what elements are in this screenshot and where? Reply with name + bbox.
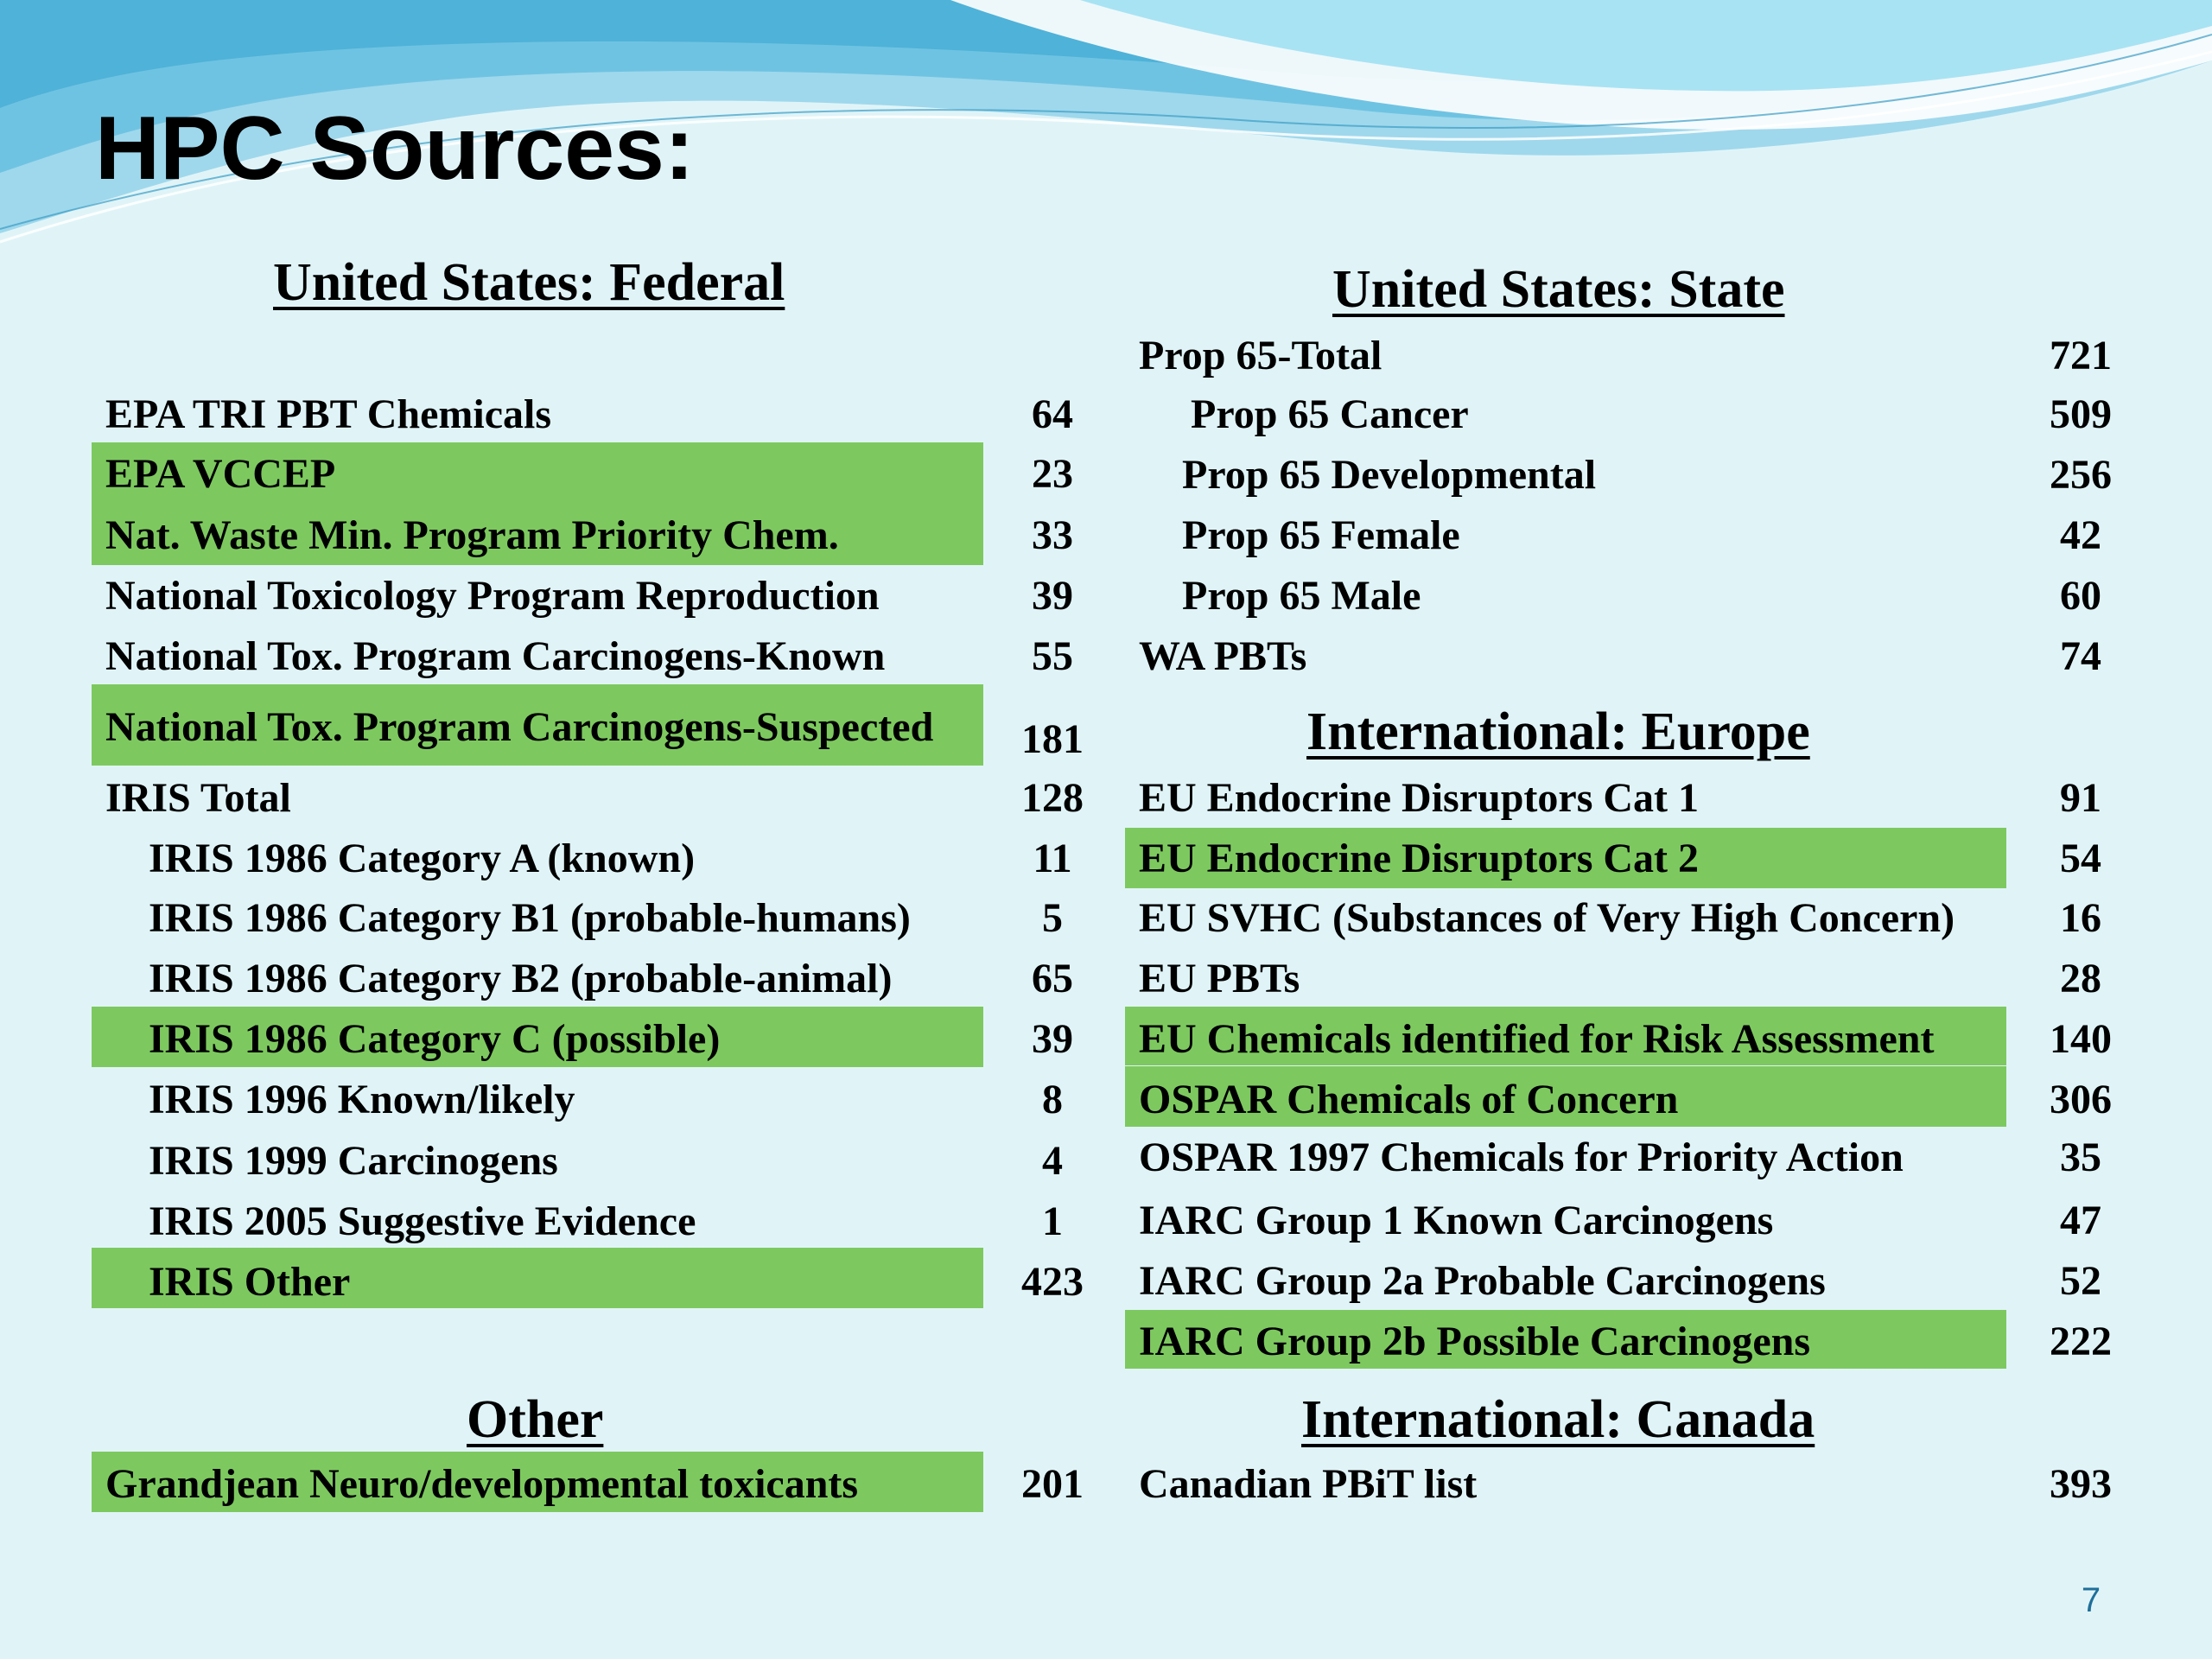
- source-count: 1: [1042, 1198, 1063, 1244]
- source-list-label: EPA TRI PBT Chemicals: [105, 391, 552, 437]
- source-count: 5: [1042, 895, 1063, 941]
- source-count: 393: [2050, 1461, 2112, 1507]
- source-list-label: IARC Group 1 Known Carcinogens: [1139, 1198, 1774, 1243]
- source-list-label: EU SVHC (Substances of Very High Concern): [1139, 895, 1955, 941]
- source-count: 54: [2060, 836, 2101, 881]
- source-count: 8: [1042, 1077, 1063, 1122]
- source-list-label: National Tox. Program Carcinogens-Known: [105, 633, 886, 679]
- source-list-label: IRIS Total: [105, 775, 291, 821]
- page-number: 7: [2081, 1581, 2101, 1619]
- source-list-label: OSPAR 1997 Chemicals for Priority Action: [1139, 1135, 1904, 1180]
- source-list-label: OSPAR Chemicals of Concern: [1139, 1077, 1679, 1122]
- source-count: 35: [2060, 1135, 2101, 1180]
- source-list-label: Canadian PBiT list: [1139, 1461, 1478, 1507]
- source-count: 60: [2060, 573, 2101, 619]
- source-count: 423: [1021, 1259, 1084, 1305]
- source-list-label: National Toxicology Program Reproduction: [105, 573, 880, 619]
- source-count: 509: [2050, 391, 2112, 437]
- section-heading-other: Other: [467, 1390, 604, 1449]
- source-list-label: Grandjean Neuro/developmental toxicants: [105, 1461, 859, 1507]
- source-count: 55: [1032, 633, 1073, 679]
- source-list-label: EPA VCCEP: [105, 451, 336, 497]
- source-list-label: IRIS 1986 Category A (known): [149, 836, 696, 881]
- source-list-label: EU Endocrine Disruptors Cat 2: [1139, 836, 1700, 881]
- source-list-label: Prop 65 Male: [1182, 573, 1421, 619]
- source-count: 4: [1042, 1138, 1063, 1184]
- source-list-label: EU PBTs: [1139, 956, 1300, 1001]
- source-count: 64: [1032, 391, 1073, 437]
- source-list-label: National Tox. Program Carcinogens-Suspected: [105, 704, 934, 750]
- source-count: 47: [2060, 1198, 2101, 1243]
- source-count: 721: [2050, 333, 2112, 378]
- source-list-label: IRIS 1986 Category B2 (probable-animal): [149, 956, 893, 1001]
- source-list-label: Prop 65 Female: [1182, 512, 1460, 558]
- section-heading-international-europe: International: Europe: [1306, 702, 1810, 761]
- section-heading-international-canada: International: Canada: [1301, 1390, 1815, 1449]
- source-list-label: Nat. Waste Min. Program Priority Chem.: [105, 512, 839, 558]
- source-count: 91: [2060, 775, 2101, 821]
- source-count: 306: [2050, 1077, 2112, 1122]
- source-count: 65: [1032, 956, 1073, 1001]
- source-list-label: IRIS 1986 Category B1 (probable-humans): [149, 895, 911, 941]
- source-count: 28: [2060, 956, 2101, 1001]
- source-list-label: IARC Group 2b Possible Carcinogens: [1139, 1319, 1810, 1364]
- source-list-label: Prop 65 Cancer: [1191, 391, 1469, 437]
- source-count: 74: [2060, 633, 2101, 679]
- source-count: 201: [1021, 1461, 1084, 1507]
- source-count: 42: [2060, 512, 2101, 558]
- source-list-label: IRIS 1986 Category C (possible): [149, 1016, 721, 1062]
- source-count: 39: [1032, 1016, 1073, 1062]
- source-count: 140: [2050, 1016, 2112, 1062]
- source-count: 33: [1032, 512, 1073, 558]
- source-count: 52: [2060, 1258, 2101, 1304]
- section-heading-us-state: United States: State: [1332, 260, 1785, 319]
- source-list-label: IRIS Other: [149, 1259, 351, 1305]
- source-list-label: IRIS 1999 Carcinogens: [149, 1138, 558, 1184]
- source-count: 222: [2050, 1319, 2112, 1364]
- source-count: 39: [1032, 573, 1073, 619]
- slide-title: HPC Sources:: [95, 99, 695, 199]
- source-list-label: EU Endocrine Disruptors Cat 1: [1139, 775, 1700, 821]
- source-list-label: WA PBTs: [1139, 633, 1307, 679]
- source-list-label: Prop 65 Developmental: [1182, 452, 1597, 498]
- source-list-label: EU Chemicals identified for Risk Assessment: [1139, 1016, 1935, 1062]
- source-count: 16: [2060, 895, 2101, 941]
- source-count: 181: [1021, 716, 1084, 762]
- source-list-label: Prop 65-Total: [1139, 333, 1382, 378]
- source-count: 128: [1021, 775, 1084, 821]
- source-count: 11: [1033, 836, 1072, 881]
- source-list-label: IRIS 1996 Known/likely: [149, 1077, 575, 1122]
- source-list-label: IARC Group 2a Probable Carcinogens: [1139, 1258, 1826, 1304]
- source-count: 256: [2050, 452, 2112, 498]
- source-count: 23: [1032, 451, 1073, 497]
- source-list-label: IRIS 2005 Suggestive Evidence: [149, 1198, 696, 1244]
- section-heading-us-federal: United States: Federal: [273, 253, 785, 312]
